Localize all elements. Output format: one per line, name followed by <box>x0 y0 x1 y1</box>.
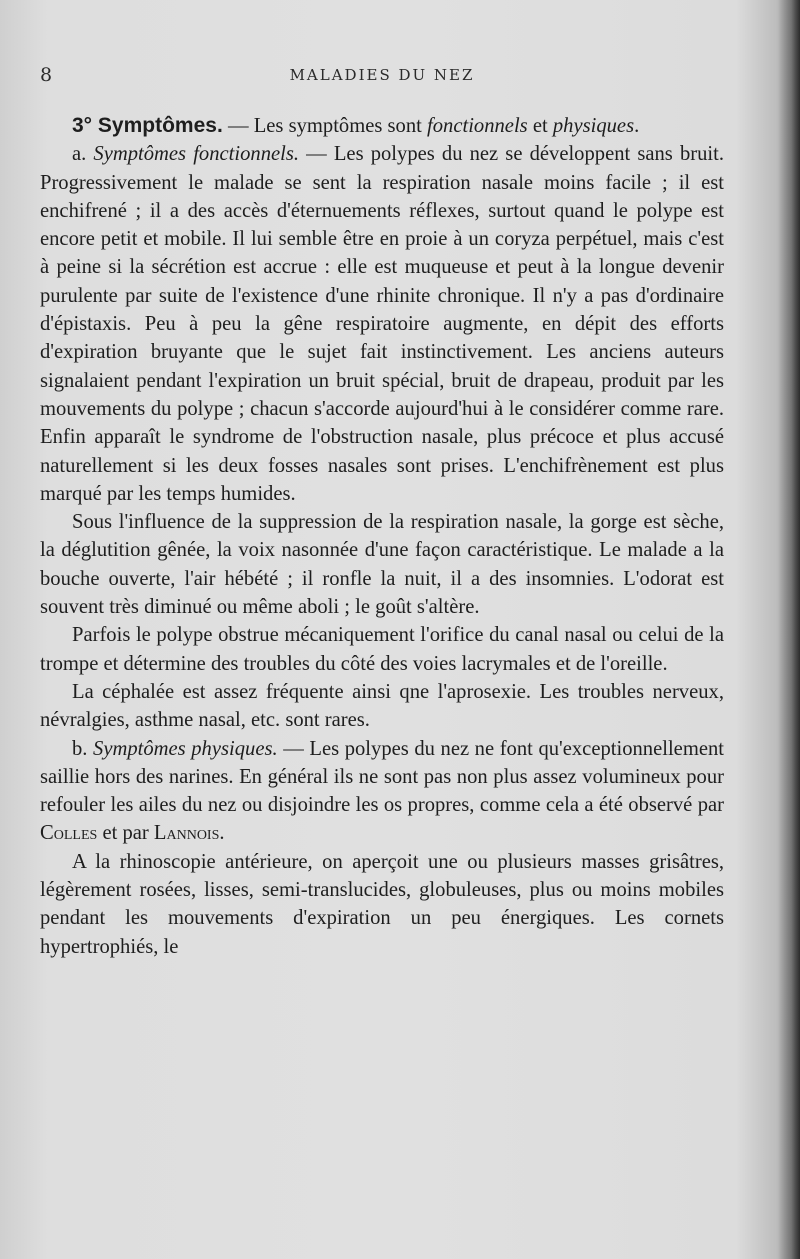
body-text <box>40 112 724 961</box>
page-number: 8 <box>40 64 53 86</box>
section-heading: 3° Symptômes. <box>72 114 223 137</box>
subsection-title: Symptômes physiques. <box>93 737 278 760</box>
subsection-label: b. <box>72 737 88 760</box>
paragraph-rhinoscopy: A la rhinoscopie antérieure, on aperçoit une ou plusieurs masses grisâtres, légèrement rosées, lisses, semi-translucides, globuleuses, plus ou moins mobiles pendant les mouvements d'expiration un peu énergiques. Les cornets hypertrophiés, le <box>40 850 724 958</box>
paragraph-physical-symptoms: b. Symptômes physiques. — Les polypes du nez ne font qu'exceptionnellement saillie hors des narines. En général ils ne sont pas non plus assez volumineux pour refouler les ailes du nez ou disjoindre les os propres, comme cela a été observé par Colles et par Lannois. <box>40 737 724 845</box>
subsection-title: Symptômes fonctionnels. <box>93 143 300 166</box>
paragraph-cephalalgia: La céphalée est assez fréquente ainsi qne l'aprosexie. Les troubles nerveux, névralgies, asthme nasal, etc. sont rares. <box>40 680 724 732</box>
author-name: Lannois <box>153 822 220 845</box>
paragraph-symptoms-intro: 3° Symptômes. — Les symptômes sont fonctionnels et physiques. <box>72 114 640 137</box>
page-edge-shadow <box>778 0 800 1259</box>
author-name: Colles <box>40 822 98 845</box>
subsection-label: a. <box>72 143 87 166</box>
paragraph-nasal-obstruction: Sous l'influence de la suppression de la respiration nasale, la gorge est sèche, la déglutition gênée, la voix nasonnée d'une façon caractéristique. Le malade a la bouche ouverte, l'air hébété ; il ronfle la nuit, il a des insomnies. L'odorat est souvent très diminué ou même aboli ; le goût s'altère. <box>40 511 724 619</box>
paragraph-canal-obstruction: Parfois le polype obstrue mécaniquement l'orifice du canal nasal ou celui de la trompe et détermine des troubles du côté des voies lacrymales et de l'oreille. <box>40 624 724 675</box>
page-header <box>40 64 724 88</box>
running-head: MALADIES DU NEZ <box>289 66 475 84</box>
paragraph-functional-symptoms: a. Symptômes fonctionnels. — Les polypes du nez se développent sans bruit. Progressivement le malade se sent la respiration nasale moins facile ; il est enchifrené ; il a des accès d'éternuements réflexes, surtout quand le polype est encore petit et mobile. Il lui semble être en proie à un coryza perpétuel, mais c'est à peine si la sécrétion est accrue : elle est muqueuse et peut à la longue devenir purulente par suite de l'existence d'une rhinite chronique. Il n'y a pas d'ordinaire d'épistaxis. Peu à peu la gêne respiratoire augmente, en dépit des efforts d'expiration bruyante que le sujet fait instinctivement. Les anciens auteurs signalaient pendant l'expiration un bruit spécial, bruit de drapeau, produit par les mouvements du polype ; chacun s'accorde aujourd'hui à le considérer comme rare. Enfin apparaît le syndrome de l'obstruction nasale, plus précoce et plus accusé naturellement si les deux fosses nasales sont prises. L'enchifrènement est plus marqué par les temps humides. <box>40 143 724 505</box>
